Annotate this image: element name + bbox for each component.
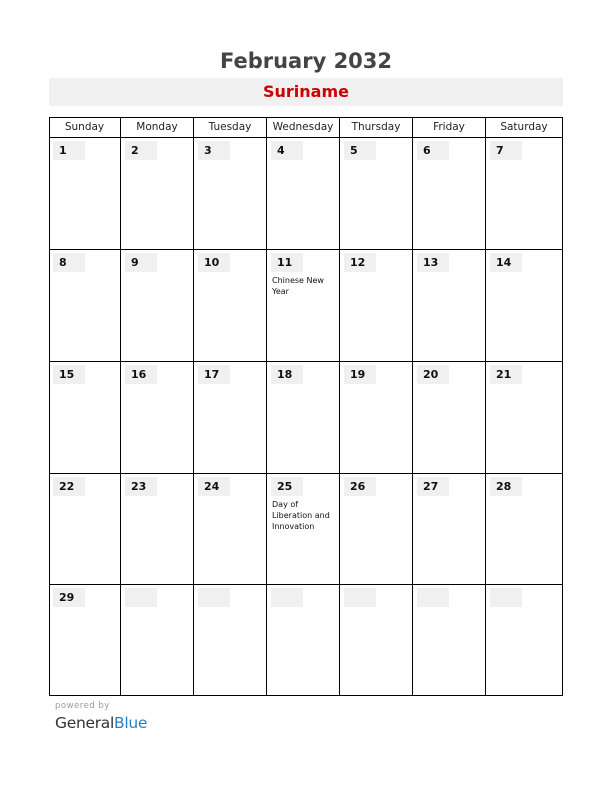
- day-number: 15: [59, 368, 75, 381]
- weekday-header-saturday: Saturday: [486, 117, 563, 138]
- holiday-label: Day of Liberation and Innovation: [272, 500, 330, 531]
- day-cell-empty: [486, 585, 563, 696]
- day-cell-23: [121, 474, 194, 585]
- day-cell-empty: [194, 585, 267, 696]
- day-number-badge: [271, 253, 303, 272]
- country-name: Suriname: [263, 82, 349, 101]
- weekday-header-monday: Monday: [121, 117, 194, 138]
- day-cell-12: [340, 250, 413, 362]
- day-number-badge: [53, 141, 85, 160]
- day-cell-24: [194, 474, 267, 585]
- day-number-badge: [417, 588, 449, 607]
- day-number: 12: [350, 256, 366, 269]
- day-cell-empty: [267, 585, 340, 696]
- day-number: 1: [59, 144, 67, 157]
- brand-general-text: General: [55, 714, 114, 732]
- day-number-badge: [417, 141, 449, 160]
- day-number-badge: [198, 253, 230, 272]
- brand-blue-text: Blue: [113, 714, 148, 732]
- day-number-badge: [198, 141, 230, 160]
- day-number-badge: [417, 365, 449, 384]
- day-number: 10: [204, 256, 220, 269]
- day-cell-26: [340, 474, 413, 585]
- day-cell-22: [49, 474, 121, 585]
- day-number: 8: [59, 256, 67, 269]
- day-cell-10: [194, 250, 267, 362]
- day-number-badge: [53, 477, 85, 496]
- day-cell-9: [121, 250, 194, 362]
- day-number-badge: [125, 365, 157, 384]
- day-number: 24: [204, 480, 220, 493]
- day-cell-1: [49, 138, 121, 250]
- day-number-badge: [344, 477, 376, 496]
- day-number-badge: [53, 365, 85, 384]
- day-cell-29: [49, 585, 121, 696]
- day-number-badge: [198, 588, 230, 607]
- day-number-badge: [344, 253, 376, 272]
- weekday-header-friday: Friday: [413, 117, 486, 138]
- day-cell-25: [267, 474, 340, 585]
- day-cell-8: [49, 250, 121, 362]
- day-cell-2: [121, 138, 194, 250]
- day-number: 27: [423, 480, 439, 493]
- day-number-badge: [53, 588, 85, 607]
- day-number-badge: [490, 141, 522, 160]
- footer-branding: [55, 700, 147, 734]
- day-number: 22: [59, 480, 75, 493]
- day-cell-13: [413, 250, 486, 362]
- day-number-badge: [417, 253, 449, 272]
- calendar-title: February 2032: [219, 49, 393, 73]
- day-number-badge: [344, 365, 376, 384]
- day-number: 13: [423, 256, 439, 269]
- day-number: 7: [496, 144, 504, 157]
- holiday-label: Chinese New Year: [272, 276, 324, 296]
- day-number-badge: [490, 365, 522, 384]
- day-cell-19: [340, 362, 413, 474]
- day-cell-27: [413, 474, 486, 585]
- day-number-badge: [417, 477, 449, 496]
- day-cell-3: [194, 138, 267, 250]
- day-number-badge: [198, 477, 230, 496]
- day-cell-empty: [121, 585, 194, 696]
- day-number: 14: [496, 256, 512, 269]
- day-cell-28: [486, 474, 563, 585]
- day-number: 3: [204, 144, 212, 157]
- day-number: 20: [423, 368, 439, 381]
- day-number: 21: [496, 368, 512, 381]
- day-number-badge: [490, 253, 522, 272]
- day-number: 2: [131, 144, 139, 157]
- day-number-badge: [198, 365, 230, 384]
- day-number-badge: [125, 588, 157, 607]
- day-number: 6: [423, 144, 431, 157]
- day-number: 28: [496, 480, 512, 493]
- day-cell-6: [413, 138, 486, 250]
- day-number-badge: [271, 477, 303, 496]
- day-number: 19: [350, 368, 366, 381]
- day-number-badge: [125, 141, 157, 160]
- day-number: 9: [131, 256, 139, 269]
- day-number: 17: [204, 368, 220, 381]
- day-cell-18: [267, 362, 340, 474]
- day-number-badge: [271, 141, 303, 160]
- day-cell-15: [49, 362, 121, 474]
- day-number-badge: [490, 477, 522, 496]
- day-number-badge: [271, 365, 303, 384]
- day-cell-5: [340, 138, 413, 250]
- day-number-badge: [344, 141, 376, 160]
- day-number: 18: [277, 368, 293, 381]
- day-number: 11: [277, 256, 293, 269]
- day-number: 23: [131, 480, 147, 493]
- day-number: 26: [350, 480, 366, 493]
- day-cell-14: [486, 250, 563, 362]
- weekday-header-sunday: Sunday: [49, 117, 121, 138]
- day-cell-empty: [340, 585, 413, 696]
- weekday-header-tuesday: Tuesday: [194, 117, 267, 138]
- month-grid: [49, 117, 563, 696]
- generalblue-logo: [55, 712, 147, 734]
- country-banner: [49, 78, 563, 106]
- day-number-badge: [53, 253, 85, 272]
- day-cell-21: [486, 362, 563, 474]
- day-number: 5: [350, 144, 358, 157]
- calendar-grid-frame: [49, 117, 563, 696]
- weekday-header-thursday: Thursday: [340, 117, 413, 138]
- day-number-badge: [344, 588, 376, 607]
- day-number: 29: [59, 591, 75, 604]
- weekday-header-wednesday: Wednesday: [267, 117, 340, 138]
- day-cell-4: [267, 138, 340, 250]
- day-cell-7: [486, 138, 563, 250]
- powered-by-text: powered by: [55, 701, 110, 711]
- day-cell-16: [121, 362, 194, 474]
- day-number: 16: [131, 368, 147, 381]
- day-cell-17: [194, 362, 267, 474]
- day-cell-20: [413, 362, 486, 474]
- day-number-badge: [271, 588, 303, 607]
- day-number-badge: [125, 477, 157, 496]
- day-number: 25: [277, 480, 293, 493]
- day-number-badge: [490, 588, 522, 607]
- day-cell-11: [267, 250, 340, 362]
- day-number: 4: [277, 144, 285, 157]
- day-number-badge: [125, 253, 157, 272]
- day-cell-empty: [413, 585, 486, 696]
